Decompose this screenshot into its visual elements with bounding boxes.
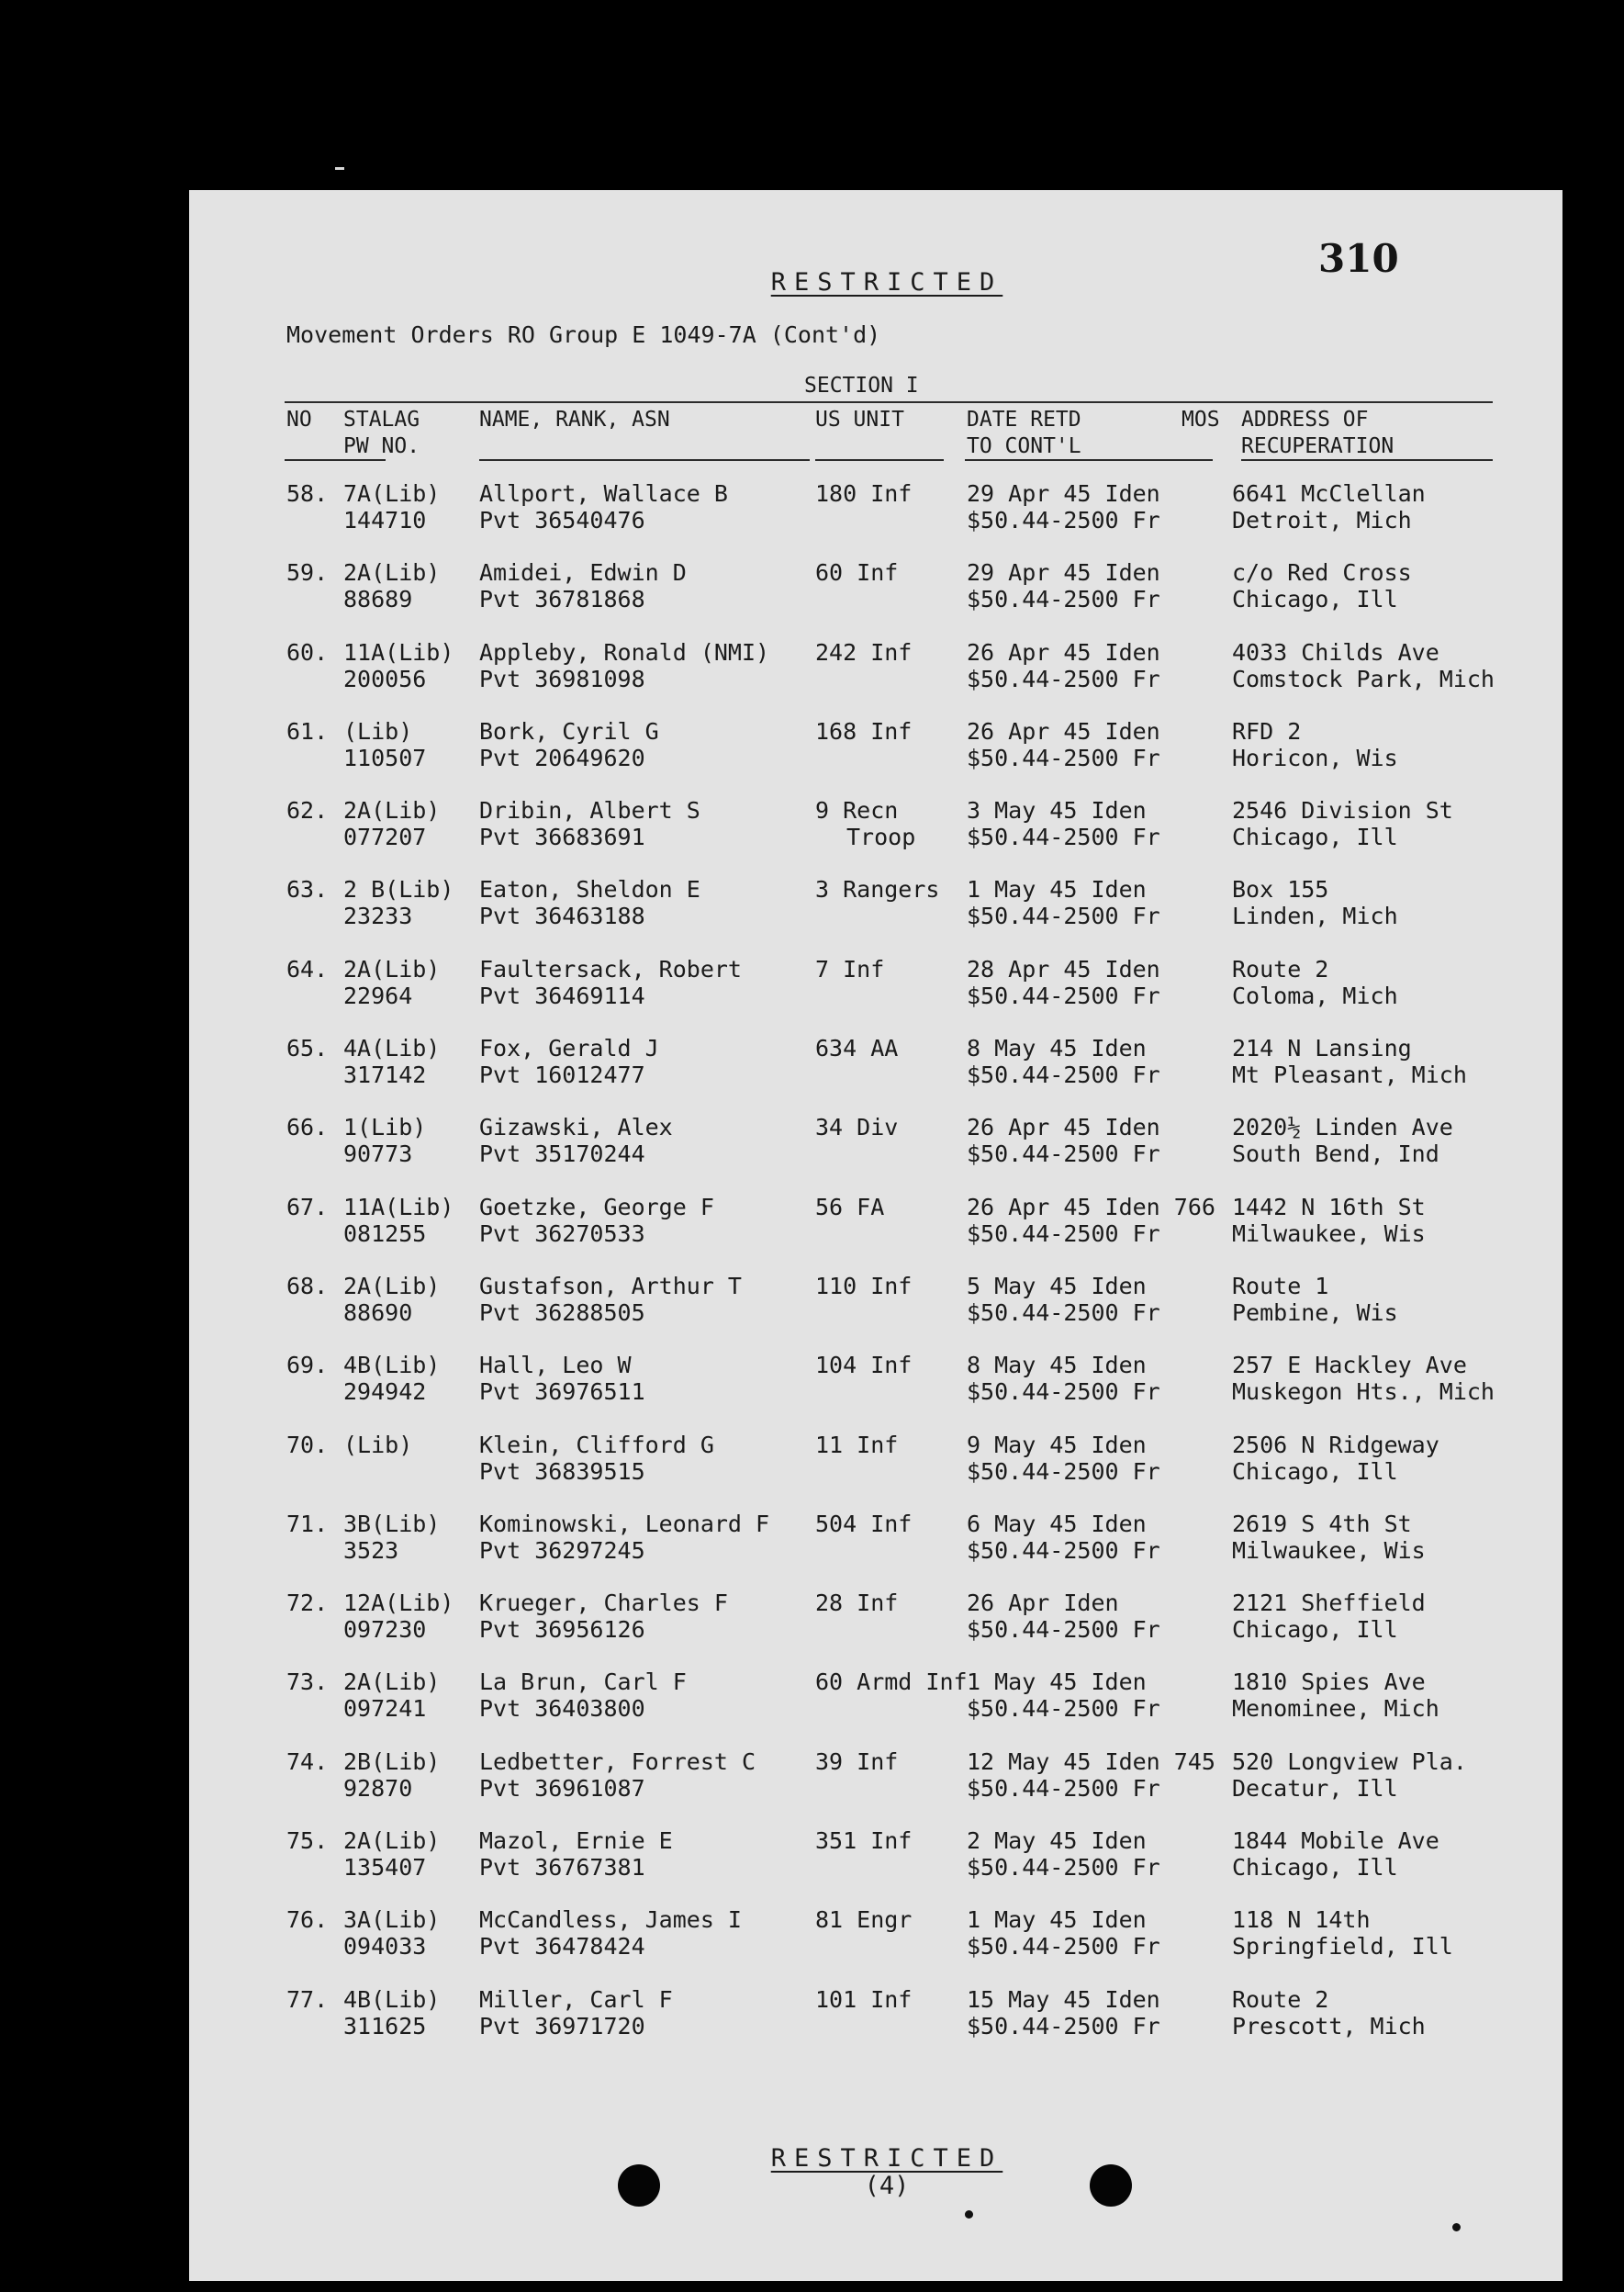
column-name-rank-asn: NAME, RANK, ASN: [479, 408, 670, 432]
rank-asn: Pvt 36297245: [479, 1536, 645, 1564]
name: Miller, Carl F: [479, 1985, 673, 2013]
date-code: $50.44-2500 Fr: [967, 824, 1160, 851]
date-returned: 29 Apr 45 Iden: [967, 480, 1160, 507]
address-line-1: Route 1: [1232, 1272, 1329, 1299]
rank-asn: Pvt 36781868: [479, 586, 645, 613]
stalag: 4B(Lib): [343, 1352, 441, 1379]
name: Dribin, Albert S: [479, 797, 700, 825]
date-returned: 28 Apr 45 Iden: [967, 955, 1160, 983]
row-number: 75.: [286, 1827, 329, 1855]
address-line-2: Muskegon Hts., Mich: [1232, 1378, 1495, 1406]
rank-asn: Pvt 36971720: [479, 2012, 645, 2039]
us-unit: 3 Rangers: [815, 876, 940, 904]
table-row: [286, 480, 1517, 559]
rank-asn: Pvt 36478424: [479, 1933, 645, 1961]
column-mos: MOS: [1182, 408, 1220, 432]
date-code: $50.44-2500 Fr: [967, 1457, 1160, 1485]
table-row: [286, 1352, 1517, 1431]
table-row: [286, 1748, 1517, 1827]
us-unit: 168 Inf: [815, 717, 913, 745]
pw-number: 3523: [343, 1536, 399, 1564]
name: Goetzke, George F: [479, 1193, 714, 1220]
rank-asn: Pvt 20649620: [479, 744, 645, 771]
pw-number: 077207: [343, 824, 427, 851]
header-rule-top: [285, 401, 1493, 403]
date-returned: 2 May 45 Iden: [967, 1827, 1147, 1855]
row-number: 71.: [286, 1510, 329, 1537]
name: Appleby, Ronald (NMI): [479, 638, 770, 666]
rank-asn: Pvt 36767381: [479, 1854, 645, 1882]
ink-dot: [965, 2210, 973, 2219]
stalag: 11A(Lib): [343, 638, 454, 666]
document-page: [189, 190, 1562, 2281]
address-line-2: Coloma, Mich: [1232, 982, 1398, 1009]
pw-number: 110507: [343, 744, 427, 771]
name: Gustafson, Arthur T: [479, 1272, 742, 1299]
rank-asn: Pvt 16012477: [479, 1062, 645, 1089]
date-code: $50.44-2500 Fr: [967, 1854, 1160, 1882]
date-returned: 1 May 45 Iden: [967, 876, 1147, 904]
header-rule-name: [479, 459, 810, 461]
stalag: 4B(Lib): [343, 1985, 441, 2013]
rank-asn: Pvt 36683691: [479, 824, 645, 851]
date-code: $50.44-2500 Fr: [967, 1062, 1160, 1089]
row-number: 64.: [286, 955, 329, 983]
rank-asn: Pvt 36469114: [479, 982, 645, 1009]
date-code: $50.44-2500 Fr: [967, 903, 1160, 930]
stalag: 2A(Lib): [343, 559, 441, 587]
address-line-2: Chicago, Ill: [1232, 1457, 1398, 1485]
address-line-1: c/o Red Cross: [1232, 559, 1412, 587]
address-line-1: Route 2: [1232, 1985, 1329, 2013]
date-returned: 15 May 45 Iden: [967, 1985, 1160, 2013]
row-number: 74.: [286, 1747, 329, 1775]
us-unit: 28 Inf: [815, 1590, 899, 1617]
stalag: 3B(Lib): [343, 1510, 441, 1537]
date-code: $50.44-2500 Fr: [967, 982, 1160, 1009]
date-returned: 8 May 45 Iden: [967, 1035, 1147, 1062]
rank-asn: Pvt 36403800: [479, 1695, 645, 1723]
section-label: SECTION I: [804, 374, 919, 398]
date-code: $50.44-2500 Fr: [967, 2012, 1160, 2039]
pw-number: 22964: [343, 982, 413, 1009]
name: Allport, Wallace B: [479, 480, 728, 507]
date-returned: 26 Apr 45 Iden 766: [967, 1193, 1215, 1220]
stalag: 2B(Lib): [343, 1747, 441, 1775]
header-rule-left: [285, 459, 386, 461]
footer-page-number: (4): [864, 2172, 910, 2200]
name: Bork, Cyril G: [479, 717, 659, 745]
table-row: [286, 1511, 1517, 1590]
date-returned: 26 Apr 45 Iden: [967, 717, 1160, 745]
scan-speck: [335, 167, 344, 170]
us-unit: 104 Inf: [815, 1352, 913, 1379]
pw-number: 23233: [343, 903, 413, 930]
address-line-1: Box 155: [1232, 876, 1329, 904]
stalag: 11A(Lib): [343, 1193, 454, 1220]
date-returned: 1 May 45 Iden: [967, 1668, 1147, 1696]
column-address-line-2: RECUPERATION: [1241, 434, 1394, 458]
pw-number: 097241: [343, 1695, 427, 1723]
name: McCandless, James I: [479, 1906, 742, 1934]
date-code: $50.44-2500 Fr: [967, 744, 1160, 771]
address-line-2: Chicago, Ill: [1232, 1854, 1398, 1882]
row-number: 66.: [286, 1114, 329, 1141]
row-number: 58.: [286, 480, 329, 507]
table-row: [286, 1035, 1517, 1114]
stalag: 2A(Lib): [343, 1668, 441, 1696]
rank-asn: Pvt 36288505: [479, 1298, 645, 1326]
pw-number: 88690: [343, 1298, 413, 1326]
pw-number: 097230: [343, 1616, 427, 1644]
address-line-2: Milwaukee, Wis: [1232, 1536, 1426, 1564]
address-line-1: 257 E Hackley Ave: [1232, 1352, 1467, 1379]
table-row: [286, 1827, 1517, 1906]
table-row: [286, 797, 1517, 876]
us-unit-line-2: Troop: [846, 824, 916, 851]
stalag: 7A(Lib): [343, 480, 441, 507]
table-header: [286, 407, 1498, 462]
pw-number: 294942: [343, 1378, 427, 1406]
stalag: (Lib): [343, 1431, 413, 1458]
stalag: 2 B(Lib): [343, 876, 454, 904]
us-unit: 9 Recn: [815, 797, 899, 825]
table-row: [286, 1668, 1517, 1747]
rank-asn: Pvt 36540476: [479, 507, 645, 534]
address-line-1: 520 Longview Pla.: [1232, 1747, 1467, 1775]
address-line-2: Chicago, Ill: [1232, 824, 1398, 851]
row-number: 65.: [286, 1035, 329, 1062]
column-address-line-1: ADDRESS OF: [1241, 408, 1369, 432]
date-code: $50.44-2500 Fr: [967, 665, 1160, 692]
address-line-2: Chicago, Ill: [1232, 1616, 1398, 1644]
date-returned: 1 May 45 Iden: [967, 1906, 1147, 1934]
pw-number: 135407: [343, 1854, 427, 1882]
name: Klein, Clifford G: [479, 1431, 714, 1458]
address-line-2: Horicon, Wis: [1232, 744, 1398, 771]
address-line-1: Route 2: [1232, 955, 1329, 983]
date-code: $50.44-2500 Fr: [967, 1536, 1160, 1564]
address-line-1: 214 N Lansing: [1232, 1035, 1412, 1062]
column-stalag-line-1: STALAG: [343, 408, 420, 432]
us-unit: 180 Inf: [815, 480, 913, 507]
address-line-2: Comstock Park, Mich: [1232, 665, 1495, 692]
name: Kominowski, Leonard F: [479, 1510, 770, 1537]
rank-asn: Pvt 35170244: [479, 1140, 645, 1168]
rank-asn: Pvt 36956126: [479, 1616, 645, 1644]
stalag: 4A(Lib): [343, 1035, 441, 1062]
stalag: 3A(Lib): [343, 1906, 441, 1934]
date-returned: 26 Apr Iden: [967, 1590, 1119, 1617]
pw-number: 200056: [343, 665, 427, 692]
address-line-1: 6641 McClellan: [1232, 480, 1426, 507]
address-line-1: 118 N 14th: [1232, 1906, 1371, 1934]
date-code: $50.44-2500 Fr: [967, 1695, 1160, 1723]
stalag: 1(Lib): [343, 1114, 427, 1141]
us-unit: 11 Inf: [815, 1431, 899, 1458]
rank-asn: Pvt 36839515: [479, 1457, 645, 1485]
column-no: NO: [286, 408, 312, 432]
us-unit: 56 FA: [815, 1193, 885, 1220]
pw-number: 88689: [343, 586, 413, 613]
date-code: $50.44-2500 Fr: [967, 1140, 1160, 1168]
stalag: 2A(Lib): [343, 1827, 441, 1855]
pw-number: 081255: [343, 1219, 427, 1247]
name: La Brun, Carl F: [479, 1668, 687, 1696]
table-row: [286, 718, 1517, 797]
address-line-1: 2020½ Linden Ave: [1232, 1114, 1453, 1141]
address-line-2: Prescott, Mich: [1232, 2012, 1426, 2039]
us-unit: 504 Inf: [815, 1510, 913, 1537]
address-line-2: Chicago, Ill: [1232, 586, 1398, 613]
address-line-2: Milwaukee, Wis: [1232, 1219, 1426, 1247]
date-code: $50.44-2500 Fr: [967, 1219, 1160, 1247]
row-number: 73.: [286, 1668, 329, 1696]
table-row: [286, 1432, 1517, 1511]
date-code: $50.44-2500 Fr: [967, 1616, 1160, 1644]
address-line-2: Springfield, Ill: [1232, 1933, 1453, 1961]
row-number: 61.: [286, 717, 329, 745]
name: Ledbetter, Forrest C: [479, 1747, 756, 1775]
us-unit: 39 Inf: [815, 1747, 899, 1775]
address-line-2: Pembine, Wis: [1232, 1298, 1398, 1326]
date-code: $50.44-2500 Fr: [967, 1774, 1160, 1802]
table-row: [286, 1590, 1517, 1668]
table-row: [286, 1273, 1517, 1352]
address-line-2: Linden, Mich: [1232, 903, 1398, 930]
us-unit: 634 AA: [815, 1035, 899, 1062]
address-line-1: 4033 Childs Ave: [1232, 638, 1439, 666]
date-returned: 26 Apr 45 Iden: [967, 1114, 1160, 1141]
stalag: 2A(Lib): [343, 955, 441, 983]
date-returned: 12 May 45 Iden 745: [967, 1747, 1215, 1775]
address-line-1: 1810 Spies Ave: [1232, 1668, 1426, 1696]
table-row: [286, 1114, 1517, 1193]
address-line-2: Mt Pleasant, Mich: [1232, 1062, 1467, 1089]
us-unit: 110 Inf: [815, 1272, 913, 1299]
us-unit: 60 Armd Inf: [815, 1668, 968, 1696]
us-unit: 101 Inf: [815, 1985, 913, 2013]
row-number: 63.: [286, 876, 329, 904]
stalag: 2A(Lib): [343, 797, 441, 825]
row-number: 68.: [286, 1272, 329, 1299]
rank-asn: Pvt 36976511: [479, 1378, 645, 1406]
address-line-2: Decatur, Ill: [1232, 1774, 1398, 1802]
header-rule-date: [965, 459, 1213, 461]
date-code: $50.44-2500 Fr: [967, 507, 1160, 534]
date-returned: 6 May 45 Iden: [967, 1510, 1147, 1537]
us-unit: 81 Engr: [815, 1906, 913, 1934]
address-line-2: Menominee, Mich: [1232, 1695, 1439, 1723]
name: Mazol, Ernie E: [479, 1827, 673, 1855]
page-number: 310: [1318, 236, 1399, 281]
date-returned: 8 May 45 Iden: [967, 1352, 1147, 1379]
date-returned: 9 May 45 Iden: [967, 1431, 1147, 1458]
date-returned: 29 Apr 45 Iden: [967, 559, 1160, 587]
column-date-line-2: TO CONT'L: [967, 434, 1081, 458]
table-row: [286, 559, 1517, 638]
date-returned: 3 May 45 Iden: [967, 797, 1147, 825]
table-row: [286, 1986, 1517, 2065]
stalag: 12A(Lib): [343, 1590, 454, 1617]
address-line-1: 1844 Mobile Ave: [1232, 1827, 1439, 1855]
personnel-list: [286, 480, 1517, 2065]
row-number: 76.: [286, 1906, 329, 1934]
stalag: 2A(Lib): [343, 1272, 441, 1299]
stalag: (Lib): [343, 717, 413, 745]
table-row: [286, 876, 1517, 955]
document-title: Movement Orders RO Group E 1049-7A (Cont'd): [286, 321, 881, 348]
column-date-line-1: DATE RETD: [967, 408, 1081, 432]
row-number: 60.: [286, 638, 329, 666]
date-returned: 5 May 45 Iden: [967, 1272, 1147, 1299]
rank-asn: Pvt 36270533: [479, 1219, 645, 1247]
ink-dot: [1452, 2223, 1461, 2231]
date-returned: 26 Apr 45 Iden: [967, 638, 1160, 666]
name: Gizawski, Alex: [479, 1114, 673, 1141]
us-unit: 34 Div: [815, 1114, 899, 1141]
name: Faultersack, Robert: [479, 955, 742, 983]
punch-hole-right: [1090, 2164, 1132, 2207]
rank-asn: Pvt 36463188: [479, 903, 645, 930]
name: Eaton, Sheldon E: [479, 876, 700, 904]
pw-number: 92870: [343, 1774, 413, 1802]
pw-number: 094033: [343, 1933, 427, 1961]
us-unit: 60 Inf: [815, 559, 899, 587]
date-code: $50.44-2500 Fr: [967, 1933, 1160, 1961]
address-line-1: 2506 N Ridgeway: [1232, 1431, 1439, 1458]
classification-banner-top: RESTRICTED: [770, 268, 1003, 297]
table-row: [286, 639, 1517, 718]
row-number: 67.: [286, 1193, 329, 1220]
address-line-2: South Bend, Ind: [1232, 1140, 1439, 1168]
name: Hall, Leo W: [479, 1352, 632, 1379]
name: Krueger, Charles F: [479, 1590, 728, 1617]
pw-number: 317142: [343, 1062, 427, 1089]
date-code: $50.44-2500 Fr: [967, 1298, 1160, 1326]
address-line-1: 2121 Sheffield: [1232, 1590, 1426, 1617]
date-code: $50.44-2500 Fr: [967, 1378, 1160, 1406]
row-number: 77.: [286, 1985, 329, 2013]
pw-number: 144710: [343, 507, 427, 534]
row-number: 69.: [286, 1352, 329, 1379]
punch-hole-left: [618, 2164, 660, 2207]
table-row: [286, 956, 1517, 1035]
name: Fox, Gerald J: [479, 1035, 659, 1062]
row-number: 59.: [286, 559, 329, 587]
column-us-unit: US UNIT: [815, 408, 904, 432]
table-row: [286, 1194, 1517, 1273]
us-unit: 242 Inf: [815, 638, 913, 666]
address-line-1: RFD 2: [1232, 717, 1302, 745]
us-unit: 7 Inf: [815, 955, 885, 983]
header-rule-unit: [815, 459, 944, 461]
address-line-1: 1442 N 16th St: [1232, 1193, 1426, 1220]
name: Amidei, Edwin D: [479, 559, 687, 587]
us-unit: 351 Inf: [815, 1827, 913, 1855]
address-line-1: 2546 Division St: [1232, 797, 1453, 825]
header-rule-address: [1241, 459, 1493, 461]
rank-asn: Pvt 36961087: [479, 1774, 645, 1802]
address-line-1: 2619 S 4th St: [1232, 1510, 1412, 1537]
column-stalag-line-2: PW NO.: [343, 434, 420, 458]
address-line-2: Detroit, Mich: [1232, 507, 1412, 534]
pw-number: 311625: [343, 2012, 427, 2039]
date-code: $50.44-2500 Fr: [967, 586, 1160, 613]
row-number: 70.: [286, 1431, 329, 1458]
row-number: 72.: [286, 1590, 329, 1617]
table-row: [286, 1906, 1517, 1985]
row-number: 62.: [286, 797, 329, 825]
classification-banner-bottom: RESTRICTED: [770, 2144, 1003, 2173]
pw-number: 90773: [343, 1140, 413, 1168]
rank-asn: Pvt 36981098: [479, 665, 645, 692]
